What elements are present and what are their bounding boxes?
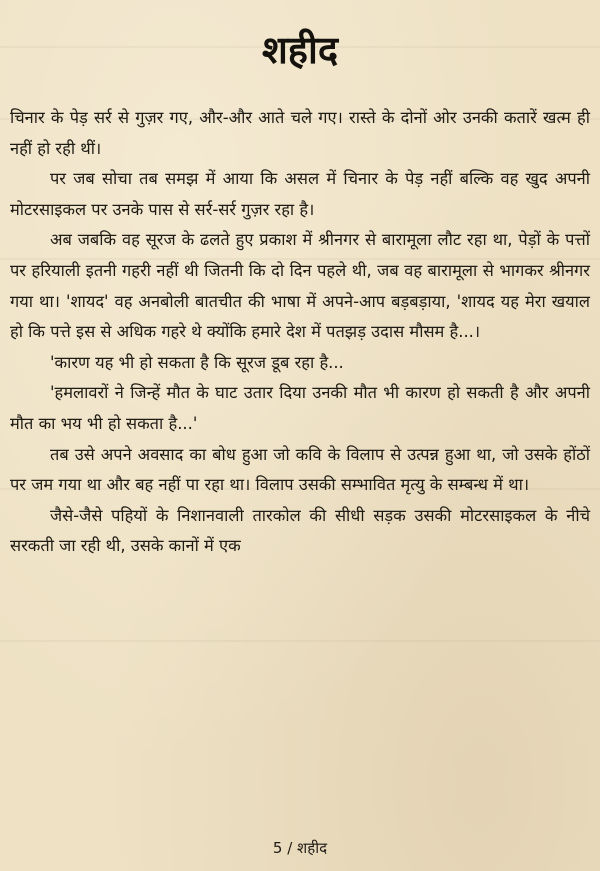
paragraph: 'हमलावरों ने जिन्हें मौत के घाट उतार दिया उनकी मौत भी कारण हो सकती है और अपनी मौत का भय भी हो सकता है...' — [10, 383, 590, 433]
chapter-title: शहीद — [261, 28, 339, 72]
paragraph: 'कारण यह भी हो सकता है कि सूरज डूब रहा है... — [50, 352, 344, 372]
paragraph: तब उसे अपने अवसाद का बोध हुआ जो कवि के विलाप से उत्पन्न हुआ था, जो उसके होंठों पर जम गया था और बह नहीं पा रहा था। विलाप उसकी सम्भावित मृत्यु के सम्बन्ध में था। — [10, 444, 590, 495]
chapter-body — [10, 103, 590, 562]
paragraph: पर जब सोचा तब समझ में आया कि असल में चिनार के पेड़ नहीं बल्कि वह खुद अपनी मोटरसाइकल पर उनके पास से सर्र-सर्र गुज़र रहा है। — [10, 169, 590, 219]
page-number-footer: 5 / शहीद — [272, 839, 328, 857]
paragraph: चिनार के पेड़ सर्र से गुज़र गए, और-और आते चले गए। रास्ते के दोनों ओर उनकी कतारें खत्म ही नहीं हो रही थीं। — [10, 108, 590, 158]
paragraph: जैसे-जैसे पहियों के निशानवाली तारकोल की सीधी सड़क उसकी मोटरसाइकल के नीचे सरकती जा रही थी, उसके कानों में एक — [10, 505, 590, 556]
paragraph: अब जबकि वह सूरज के ढलते हुए प्रकाश में श्रीनगर से बारामूला लौट रहा था, पेड़ों के पत्तों पर हरियाली इतनी गहरी नहीं थी जितनी कि दो दिन पहले थी, जब वह बारामूला से भागकर श्रीनगर गया था। 'शायद' वह अनबोली बातचीत की भाषा में अपने-आप बड़बड़ाया, 'शायद यह मेरा खयाल हो कि पत्ते इस से अधिक गहरे थे क्योंकि हमारे देश में पतझड़ उदास मौसम है...। — [10, 230, 590, 342]
bleed-through-line — [0, 640, 600, 642]
